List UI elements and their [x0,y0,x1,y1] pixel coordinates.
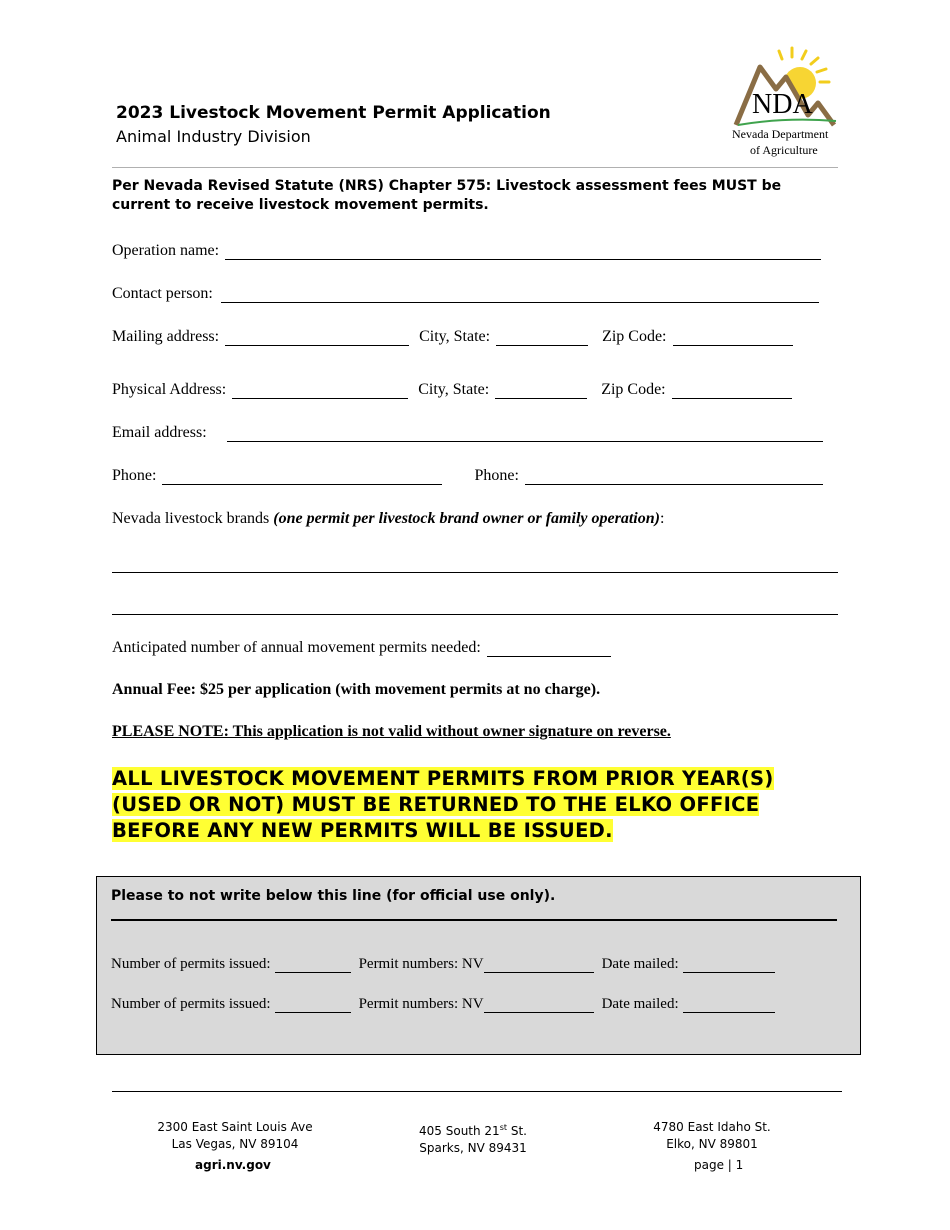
nrs-notice: Per Nevada Revised Statute (NRS) Chapter 575: Livestock assessment fees MUST be current to receive livestock movement permits. [112,178,782,213]
operation-name-row [112,242,821,260]
return-permits-warning [112,766,840,844]
brands-label: Nevada livestock brands [112,510,274,527]
date-mailed-label-1: Date mailed: [601,956,679,972]
email-row [112,424,823,442]
operation-name-field[interactable] [225,245,821,260]
brands-note: (one permit per livestock brand owner or family operation) [273,510,660,527]
office-elko-city: Elko, NV 89801 [666,1137,758,1151]
office-las-vegas-street: 2300 East Saint Louis Ave [157,1120,313,1134]
mailing-address-field[interactable] [225,331,409,346]
physical-zip-label: Zip Code: [601,381,666,398]
office-elko-street: 4780 East Idaho St. [653,1120,771,1134]
phone1-label: Phone: [112,467,157,484]
date-mailed-field-1[interactable] [683,959,775,973]
office-las-vegas [135,1119,335,1153]
email-label: Email address: [112,424,207,441]
warning-line-1: ALL LIVESTOCK MOVEMENT PERMITS FROM PRIOR YEAR(S) [112,767,774,790]
permits-issued-label-2: Number of permits issued: [111,996,271,1012]
anticipated-field[interactable] [487,642,611,657]
mailing-address-row [112,328,793,346]
permits-issued-field-1[interactable] [275,959,351,973]
official-row-2 [111,996,775,1013]
permit-numbers-field-2[interactable] [484,999,594,1013]
physical-city-state-field[interactable] [495,384,587,399]
office-sparks-street-sup: st [499,1123,508,1132]
physical-address-field[interactable] [232,384,408,399]
please-note: PLEASE NOTE: This application is not valid without owner signature on reverse. [112,723,671,740]
mailing-address-label: Mailing address: [112,328,220,345]
email-field[interactable] [227,427,823,442]
anticipated-label: Anticipated number of annual movement permits needed: [112,639,481,656]
logo-abbr: NDA [752,89,813,120]
contact-person-label: Contact person: [112,285,213,302]
page-title: 2023 Livestock Movement Permit Application [116,103,551,123]
logo-name-line2: of Agriculture [750,143,818,157]
date-mailed-field-2[interactable] [683,999,775,1013]
office-sparks-city: Sparks, NV 89431 [419,1141,527,1155]
permit-numbers-label-1: Permit numbers: NV [358,956,484,972]
website-link[interactable]: agri.nv.gov [195,1158,271,1172]
permits-issued-label-1: Number of permits issued: [111,956,271,972]
footer-divider [112,1091,842,1092]
phone2-field[interactable] [525,470,823,485]
warning-line-2: (USED OR NOT) MUST BE RETURNED TO THE ELKO OFFICE [112,793,760,816]
office-sparks-street [373,1119,573,1140]
official-use-divider [111,919,837,921]
brands-line-1[interactable] [112,572,838,573]
page-number: page | 1 [694,1158,744,1172]
phone1-field[interactable] [162,470,442,485]
logo-name-line1: Nevada Department [732,127,829,141]
office-elko [612,1119,812,1153]
brands-colon: : [659,510,665,527]
phone-row [112,467,823,485]
mailing-city-state-label: City, State: [419,328,491,345]
contact-person-row [112,285,819,303]
permits-issued-field-2[interactable] [275,999,351,1013]
permit-numbers-field-1[interactable] [484,959,594,973]
date-mailed-label-2: Date mailed: [601,996,679,1012]
office-sparks-street-suffix: St. [507,1124,527,1138]
official-row-1 [111,956,775,973]
mailing-zip-field[interactable] [673,331,793,346]
office-sparks-street-num: 405 South 21 [419,1124,500,1138]
operation-name-label: Operation name: [112,242,220,259]
header-divider [112,167,838,168]
brands-label-row [112,510,664,528]
phone2-label: Phone: [474,467,519,484]
physical-zip-field[interactable] [672,384,792,399]
official-use-heading: Please to not write below this line (for official use only). [111,888,556,904]
office-las-vegas-city: Las Vegas, NV 89104 [171,1137,299,1151]
nda-logo [730,45,845,160]
page-subtitle: Animal Industry Division [116,127,311,146]
anticipated-row [112,639,611,657]
office-sparks [373,1119,573,1157]
physical-address-row [112,381,792,399]
mailing-zip-label: Zip Code: [602,328,667,345]
brands-line-2[interactable] [112,614,838,615]
physical-city-state-label: City, State: [418,381,490,398]
permit-numbers-label-2: Permit numbers: NV [358,996,484,1012]
warning-line-3: BEFORE ANY NEW PERMITS WILL BE ISSUED. [112,819,613,842]
mailing-city-state-field[interactable] [496,331,588,346]
annual-fee: Annual Fee: $25 per application (with movement permits at no charge). [112,681,601,698]
official-use-box [96,876,861,1055]
physical-address-label: Physical Address: [112,381,227,398]
contact-person-field[interactable] [221,288,819,303]
